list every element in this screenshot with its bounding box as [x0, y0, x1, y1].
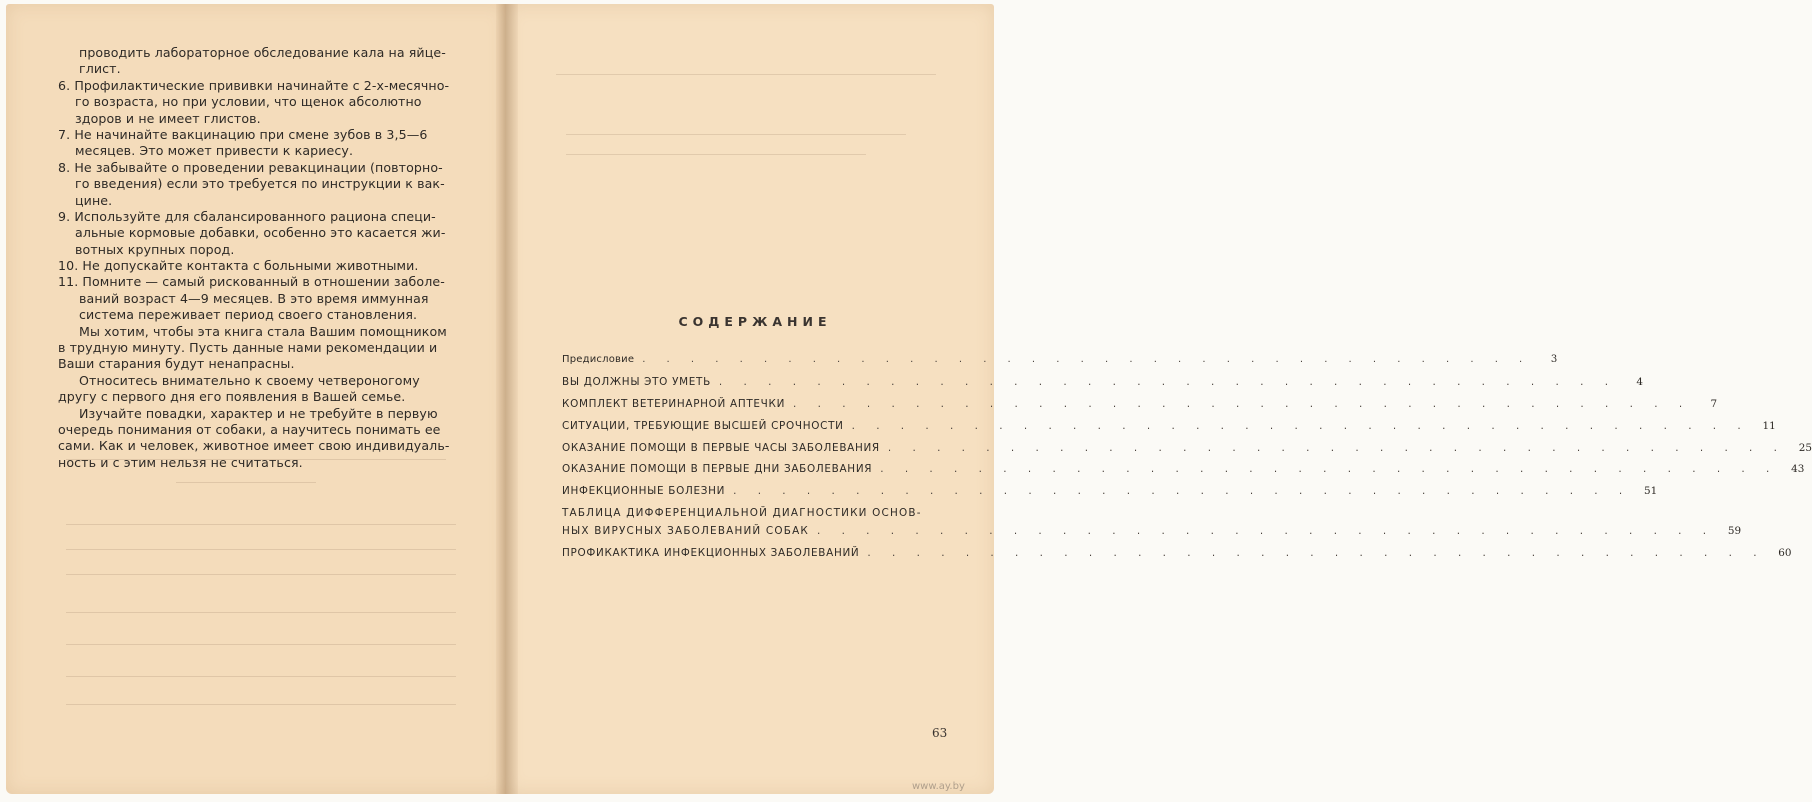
toc-leader-dots: . . . . . . . . . . . . . . . . . . . . . . . . . . . . . . . . . . . . . — [642, 354, 1532, 365]
text-line: сами. Как и человек, животное имеет свою индивидуаль- — [58, 438, 450, 454]
toc-leader-dots: . . . . . . . . . . . . . . . . . . . . . . . . . . . . . . . . . . . . . — [867, 547, 1766, 560]
toc-leader-dots: . . . . . . . . . . . . . . . . . . . . . . . . . . . . . . . . . . . . . — [887, 441, 1786, 454]
paragraph-start: Изучайте повадки, характер и не требуйте в первую — [79, 405, 438, 421]
table-of-contents — [562, 354, 1812, 569]
toc-entry-label: ОКАЗАНИЕ ПОМОЩИ В ПЕРВЫЕ ЧАСЫ ЗАБОЛЕВАНИЯ — [562, 441, 880, 454]
list-item-10: 10. Не допускайте контакта с больными животными. — [58, 258, 419, 274]
text-line: цине. — [75, 192, 113, 208]
toc-entry-page: 4 — [1636, 375, 1644, 388]
toc-entry-label: ИНФЕКЦИОННЫЕ БОЛЕЗНИ — [562, 485, 726, 498]
toc-entry-label: КОМПЛЕКТ ВЕТЕРИНАРНОЙ АПТЕЧКИ — [562, 397, 786, 410]
book-gutter — [496, 4, 518, 794]
list-item-9: 9. Используйте для сбалансированного рациона специ- — [58, 208, 436, 224]
text-line: го возраста, но при условии, что щенок абсолютно — [75, 94, 422, 110]
paragraph-start: Относитесь внимательно к своему четвероногому — [79, 372, 420, 388]
toc-entry — [562, 375, 1644, 398]
watermark: www.ay.by — [912, 781, 965, 792]
text-line: глист. — [79, 61, 121, 77]
bleed-through-line — [176, 482, 316, 483]
toc-entry-page: 51 — [1643, 485, 1658, 498]
bleed-through-line — [556, 74, 936, 75]
bleed-through-line — [566, 134, 906, 135]
text-line: очередь понимания от собаки, а научитесь понимать ее — [58, 421, 441, 437]
bleed-through-line — [566, 154, 866, 155]
bleed-through-line — [66, 549, 456, 550]
toc-entry-page: 3 — [1550, 354, 1558, 365]
toc-entry-continuation — [562, 525, 1742, 547]
text-line: ность и с этим нельзя не считаться. — [58, 454, 303, 470]
toc-entry-label: Предисловие — [562, 354, 635, 365]
toc-entry-page: 11 — [1762, 419, 1776, 432]
toc-leader-dots: . . . . . . . . . . . . . . . . . . . . . . . . . . . . . . . . . . . . . — [733, 485, 1632, 498]
toc-entry — [562, 397, 1718, 420]
toc-entry — [562, 354, 1558, 376]
bleed-through-line — [66, 574, 456, 575]
text-line: альные кормовые добавки, особенно это касается жи- — [75, 225, 446, 241]
toc-entry-label: ПРОФИКАКТИКА ИНФЕКЦИОННЫХ ЗАБОЛЕВАНИЙ — [562, 547, 860, 560]
text-line: проводить лабораторное обследование кала на яйце- — [79, 45, 446, 60]
toc-entry-label: СИТУАЦИИ, ТРЕБУЮЩИЕ ВЫСШЕЙ СРОЧНОСТИ — [562, 419, 844, 432]
text-line: месяцев. Это может привести к кариесу. — [75, 143, 354, 159]
toc-entry — [562, 547, 1792, 569]
list-item-6: 6. Профилактические прививки начинайте с 2-х-месячно- — [58, 77, 450, 93]
toc-leader-dots: . . . . . . . . . . . . . . . . . . . . . . . . . . . . . . . . . . . . . — [816, 525, 1716, 538]
page-number: 63 — [932, 726, 948, 740]
toc-entry-page: 60 — [1778, 547, 1792, 560]
text-line: вотных крупных пород. — [75, 241, 235, 257]
list-item-11: 11. Помните — самый рискованный в отношении заболе- — [58, 274, 445, 290]
toc-leader-dots: . . . . . . . . . . . . . . . . . . . . . . . . . . . . . . . . . . . . . — [793, 397, 1692, 410]
text-line: в трудную минуту. Пусть данные нами рекомендации и — [58, 340, 438, 356]
toc-entry-page: 43 — [1791, 463, 1805, 476]
toc-entry — [562, 441, 1812, 464]
toc-leader-dots: . . . . . . . . . . . . . . . . . . . . . . . . . . . . . . . . . . . . . — [880, 463, 1779, 476]
toc-entry-label: ВЫ ДОЛЖНЫ ЭТО УМЕТЬ — [562, 375, 711, 388]
toc-leader-dots: . . . . . . . . . . . . . . . . . . . . . . . . . . . . . . . . . . . . . — [851, 419, 1750, 432]
toc-leader-dots: . . . . . . . . . . . . . . . . . . . . . . . . . . . . . . . . . . . . . — [718, 375, 1618, 388]
toc-entry-page: 7 — [1710, 397, 1718, 410]
toc-entry — [562, 507, 952, 525]
bleed-through-line — [66, 524, 456, 525]
paragraph-start: Мы хотим, чтобы эта книга стала Вашим помощником — [79, 323, 447, 339]
bleed-through-line — [66, 612, 456, 613]
toc-entry — [562, 463, 1805, 485]
list-item-8: 8. Не забывайте о проведении ревакцинации (повторно- — [58, 159, 443, 175]
toc-entry-page: 25 — [1798, 441, 1812, 454]
toc-entry-label: ТАБЛИЦА ДИФФЕРЕНЦИАЛЬНОЙ ДИАГНОСТИКИ ОСНОВ- — [562, 507, 922, 520]
bleed-through-line — [66, 644, 456, 645]
text-line: го введения) если это требуется по инструкции к вак- — [75, 176, 445, 192]
bleed-through-line — [66, 676, 456, 677]
text-line: Ваши старания будут ненапрасны. — [58, 356, 295, 372]
toc-entry — [562, 485, 1658, 507]
text-line: здоров и не имеет глистов. — [75, 110, 261, 126]
text-line: ваний возраст 4—9 месяцев. В это время иммунная — [79, 290, 429, 306]
toc-entry-label: НЫХ ВИРУСНЫХ ЗАБОЛЕВАНИЙ СОБАК — [562, 525, 809, 538]
toc-title: СОДЕРЖАНИЕ — [678, 314, 832, 329]
toc-entry — [562, 419, 1776, 442]
text-line: другу с первого дня его появления в Вашей семье. — [58, 389, 406, 405]
toc-entry-label: ОКАЗАНИЕ ПОМОЩИ В ПЕРВЫЕ ДНИ ЗАБОЛЕВАНИЯ — [562, 463, 873, 476]
text-line: система переживает период своего становления. — [79, 307, 418, 323]
bleed-through-line — [66, 704, 456, 705]
left-page-text — [58, 45, 456, 471]
list-item-7: 7. Не начинайте вакцинацию при смене зубов в 3,5—6 — [58, 126, 428, 142]
toc-entry-page: 59 — [1727, 525, 1742, 538]
